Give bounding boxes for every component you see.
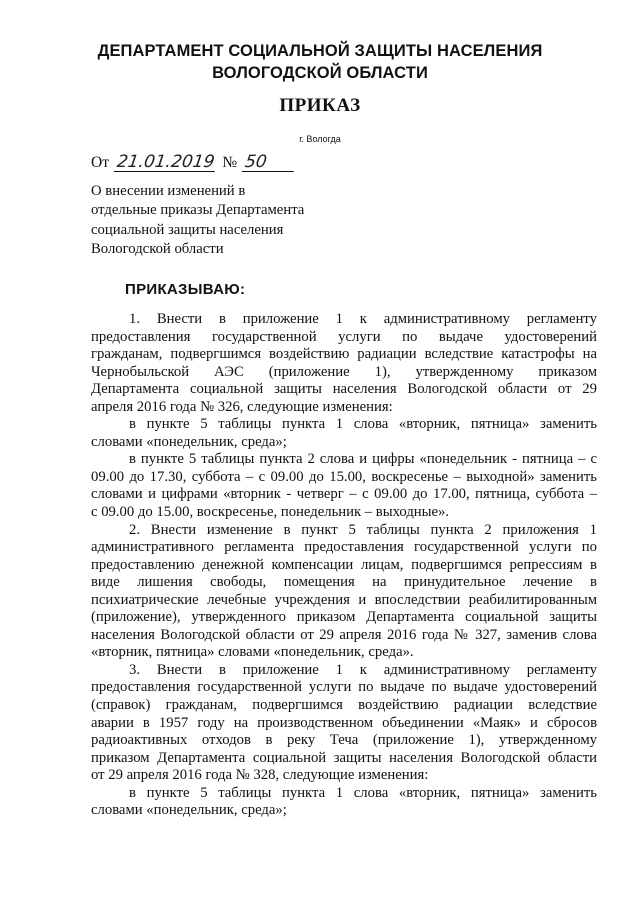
subject-line: отдельные приказы Департамента — [91, 202, 305, 219]
body-line: 2. Внести изменение в пункт 5 таблицы пункта 2 приложения 1 — [129, 521, 597, 538]
body-line: с 09.00 до 15.00, воскресенье, понедельник – выходные». — [91, 504, 450, 521]
body-line: словами «понедельник, среда»; — [91, 433, 287, 450]
body-line: (приложение), утвержденного приказом Департамента социальной защиты — [91, 609, 597, 626]
body-line: аварии в 1957 году на производственном объединении «Маяк» и сбросов — [91, 714, 597, 731]
body-line: гражданам, подвергшимся воздействию радиации вследствие катастрофы на — [91, 346, 597, 363]
organization-name-line1: ДЕПАРТАМЕНТ СОЦИАЛЬНОЙ ЗАЩИТЫ НАСЕЛЕНИЯ — [97, 42, 543, 60]
body-line: (справок) гражданам, подвергшимся воздействию радиации вследствие — [91, 697, 597, 714]
order-heading: ПРИКАЗЫВАЮ: — [125, 281, 246, 298]
body-line: виде лишения свободы, помещения на принудительное лечение в — [91, 574, 597, 591]
body-line: словами и цифрами «вторник - четверг – с 09.00 до 17.00, пятница, суббота – — [91, 486, 597, 503]
body-line: административного регламента предоставления государственной услуги по — [91, 539, 597, 556]
body-line: предоставлению денежной компенсации лицам, подвергшимся репрессиям в — [91, 556, 597, 573]
from-label: От — [91, 154, 109, 171]
body-line: психиатрические лечебные учреждения и впоследствии реабилитированным — [91, 591, 597, 608]
body-line: в пункте 5 таблицы пункта 2 слова и цифры «понедельник - пятница – с — [129, 451, 597, 468]
body-line: 09.00 до 17.30, суббота – с 09.00 до 15.00, воскресенье – выходной» заменить — [91, 468, 597, 485]
organization-name-line2: ВОЛОГОДСКОЙ ОБЛАСТИ — [212, 64, 428, 82]
body-line: апреля 2016 года № 326, следующие изменения: — [91, 398, 393, 415]
body-line: приказом Департамента социальной защиты населения Вологодской области — [91, 749, 597, 766]
date-number-line — [91, 146, 295, 172]
subject-line: социальной защиты населения — [91, 221, 284, 238]
organization-header — [0, 40, 640, 84]
body-line: в пункте 5 таблицы пункта 1 слова «вторник, пятница» заменить — [129, 416, 597, 433]
body-line: «вторник, пятница» словами «понедельник, среда». — [91, 644, 414, 661]
body-line: Департамента социальной защиты населения Вологодской области от 29 — [91, 381, 597, 398]
document-type-title: ПРИКАЗ — [279, 95, 361, 116]
body-line: предоставления государственной услуги по выдаче по выдаче удостоверений — [91, 679, 597, 696]
subject-line: Вологодской области — [91, 240, 224, 257]
body-line: радиоактивных отходов в реку Теча (приложение 1), утвержденному — [91, 732, 597, 749]
body-line: населения Вологодской области от 29 апреля 2016 года № 327, заменив слова — [91, 626, 597, 643]
body-line: словами «понедельник, среда»; — [91, 802, 287, 819]
city-label: г. Вологда — [299, 134, 341, 144]
subject-line: О внесении изменений в — [91, 183, 246, 199]
body-line: от 29 апреля 2016 года № 328, следующие изменения: — [91, 767, 429, 784]
body-line: предоставления государственной услуги по выдаче удостоверений — [91, 328, 597, 345]
order-body — [91, 311, 597, 820]
body-line: 1. Внести в приложение 1 к административному регламенту — [129, 311, 597, 327]
body-line: в пункте 5 таблицы пункта 1 слова «вторник, пятница» заменить — [129, 784, 597, 801]
body-line: Чернобыльской АЭС (приложение 1), утвержденному приказом — [91, 363, 597, 380]
handwritten-date: 21.01.2019 — [115, 152, 216, 172]
body-line: 3. Внести в приложение 1 к административному регламенту — [129, 661, 597, 678]
number-label: № — [222, 154, 238, 171]
handwritten-number: 50 — [242, 153, 297, 172]
subject-block — [91, 182, 304, 259]
